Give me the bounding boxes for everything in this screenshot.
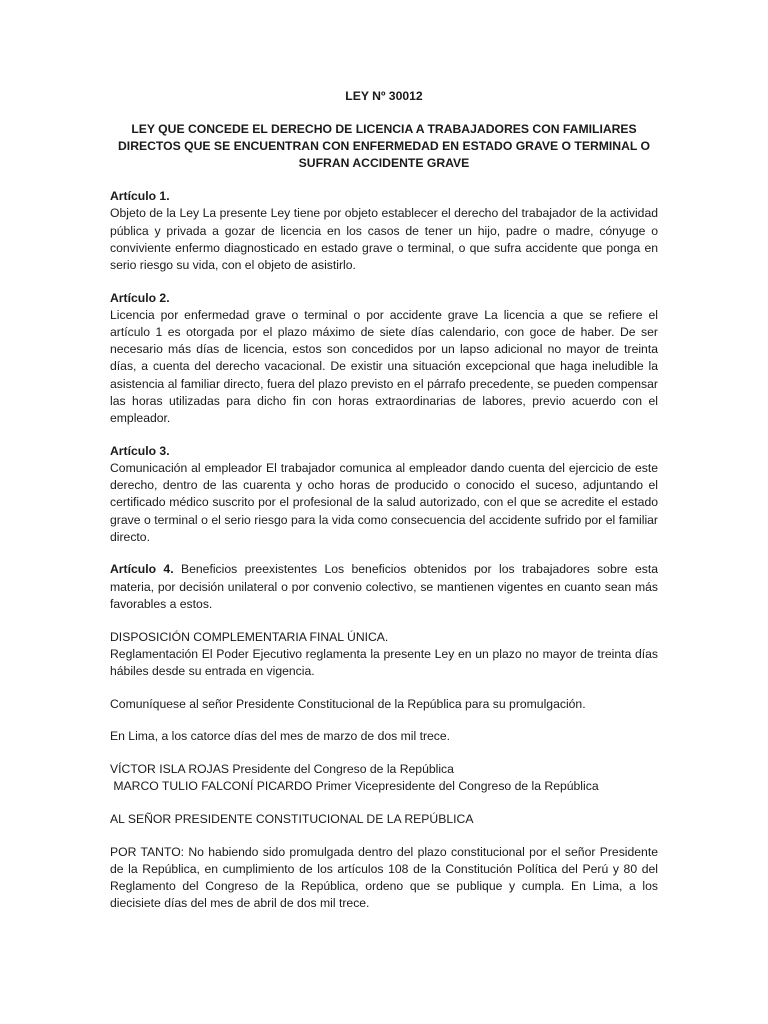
- law-subtitle: LEY QUE CONCEDE EL DERECHO DE LICENCIA A TRABAJADORES CON FAMILIARES DIRECTOS QUE SE ENCUENTRAN CON ENFERMEDAD EN ESTADO GRAVE O TERMINAL O SUFRAN ACCIDENTE GRAVE: [118, 122, 650, 171]
- final-disposition: [110, 629, 658, 681]
- final-disposition-body: Reglamentación El Poder Ejecutivo reglamenta la presente Ley en un plazo no mayor de treinta días hábiles desde su entrada en vigencia.: [110, 646, 658, 678]
- law-title: LEY Nº 30012: [345, 89, 423, 103]
- article-2: [110, 290, 658, 428]
- document-content: [110, 88, 658, 913]
- article-4-paragraph: [110, 561, 658, 613]
- article-3: [110, 443, 658, 546]
- article-4-heading: Artículo 4.: [110, 562, 174, 577]
- article-2-heading: Artículo 2.: [110, 290, 170, 305]
- closing-paragraph: POR TANTO: No habiendo sido promulgada dentro del plazo constitucional por el señor Presidente de la República, en cumplimiento de los artículos 108 de la Constitución Política del Perú y 80 del Reglamento del Congreso de la República, ordeno que se publique y cumpla. En Lima, a los diecisiete días del mes de abril de dos mil trece.: [110, 844, 658, 911]
- congress-date: En Lima, a los catorce días del mes de marzo de dos mil trece.: [110, 729, 451, 744]
- article-1-heading: Artículo 1.: [110, 189, 170, 204]
- addressee: AL SEÑOR PRESIDENTE CONSTITUCIONAL DE LA REPÚBLICA: [110, 812, 474, 826]
- signatories: [110, 761, 658, 795]
- article-4: [110, 561, 658, 613]
- article-1: [110, 188, 658, 274]
- article-4-body: Beneficios preexistentes Los beneficios obtenidos por los trabajadores sobre esta materia, por decisión unilateral o por convenio colectivo, se mantienen vigentes en cuanto sean más favorables a estos.: [110, 562, 658, 611]
- article-3-heading: Artículo 3.: [110, 443, 170, 458]
- final-disposition-heading: DISPOSICIÓN COMPLEMENTARIA FINAL ÚNICA.: [110, 629, 389, 644]
- communication-text: Comuníquese al señor Presidente Constitucional de la República para su promulgación.: [110, 696, 586, 711]
- signatory-vicepresident: MARCO TULIO FALCONÍ PICARDO Primer Vicepresidente del Congreso de la República: [110, 779, 599, 794]
- signatory-president: VÍCTOR ISLA ROJAS Presidente del Congreso de la República: [110, 762, 454, 777]
- article-1-body: Objeto de la Ley La presente Ley tiene por objeto establecer el derecho del trabajador de la actividad pública y privada a gozar de licencia en los casos de tener un hijo, padre o madre, cónyuge o conviviente enfermo diagnosticado en estado grave o terminal, o que sufra accidente que ponga en serio riesgo su vida, con el objeto de asistirlo.: [110, 206, 658, 272]
- article-2-body: Licencia por enfermedad grave o terminal o por accidente grave La licencia a que se refiere el artículo 1 es otorgada por el plazo máximo de siete días calendario, con goce de haber. De ser necesario más días de licencia, estos son concedidos por un lapso adicional no mayor de treinta días, a cuenta del derecho vacacional. De existir una situación excepcional que haga ineludible la asistencia al familiar directo, fuera del plazo previsto en el párrafo precedente, se pueden compensar las horas utilizadas para dicho fin con horas extraordinarias de labores, previo acuerdo con el empleador.: [110, 307, 658, 426]
- article-3-body: Comunicación al empleador El trabajador comunica al empleador dando cuenta del ejercicio de este derecho, dentro de las cuarenta y ocho horas de producido o conocido el suceso, adjuntando el certificado médico suscrito por el profesional de la salud autorizado, con el que se acredite el estado grave o terminal o el serio riesgo para la vida como consecuencia del accidente sufrido por el familiar directo.: [110, 460, 658, 544]
